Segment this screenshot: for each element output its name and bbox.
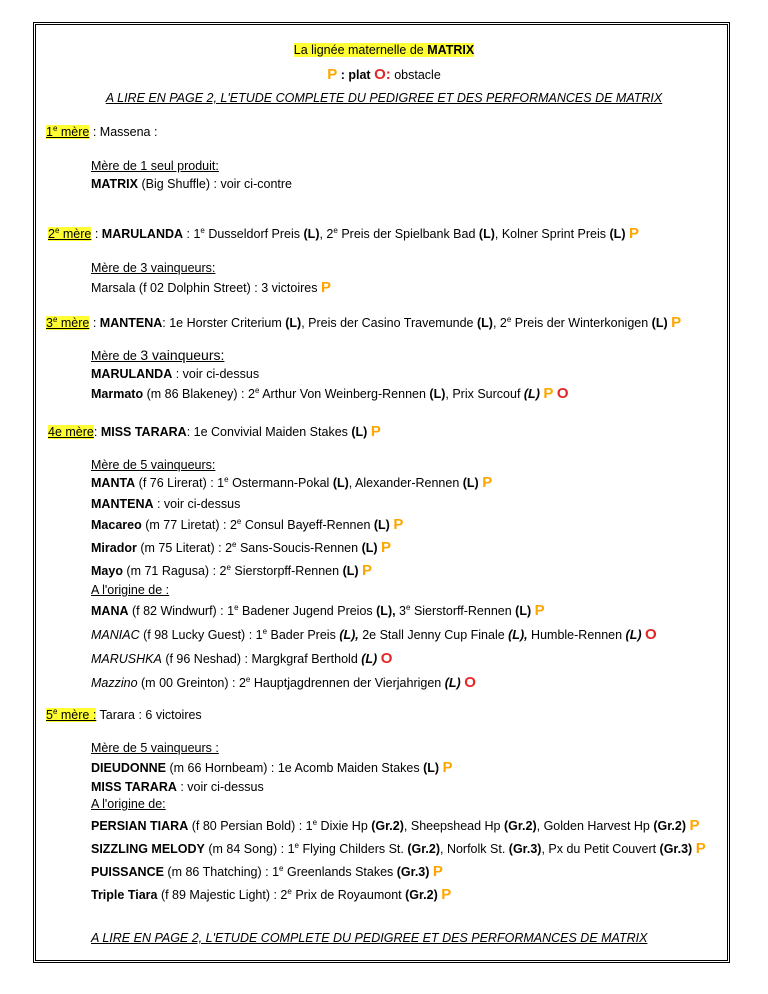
horse-name: Marmato <box>91 387 144 401</box>
listed-tag: (L) <box>651 316 668 330</box>
listed-tag: (L) <box>523 387 540 401</box>
group-tag: (Gr.2) <box>407 842 440 856</box>
listed-tag: (L), <box>508 628 528 642</box>
txt: , Alexander-Rennen <box>348 476 463 490</box>
obstacle-code: O <box>556 385 569 402</box>
plat-code: P <box>671 314 682 331</box>
horse-name: MARUSHKA <box>91 652 162 666</box>
dam-5-descendant-4 <box>91 887 451 903</box>
sup: e <box>226 562 231 572</box>
plat-code: P <box>442 759 453 776</box>
group-tag: (Gr.2) <box>653 819 687 833</box>
horse-name: MATRIX <box>91 177 138 191</box>
txt: : 1e Convivial Maiden Stakes <box>186 425 352 439</box>
title-highlight <box>294 43 474 57</box>
listed-tag: (L) <box>361 541 378 555</box>
txt: , Px du Petit Couvert <box>541 842 660 856</box>
txt: (f 96 Neshad) : Margkgraf Berthold <box>161 652 362 666</box>
page-title <box>0 42 768 58</box>
offspring-detail: : voir ci-dessus <box>153 497 241 511</box>
dam-4-offspring-2 <box>91 496 240 512</box>
sup: e <box>312 817 318 827</box>
dam-1-offspring-1 <box>91 176 292 192</box>
txt: (m 00 Greinton) : 2 <box>137 676 246 690</box>
group-tag: (Gr.2) <box>405 888 438 902</box>
group-tag: (Gr.3) <box>659 842 693 856</box>
txt: (f 76 Lirerat) : 1 <box>135 476 225 490</box>
dam-2-name: MARULANDA <box>101 227 184 241</box>
sup: e <box>506 314 512 324</box>
dam-4-descendant-4 <box>91 675 476 691</box>
listed-tag: (L) <box>515 604 532 618</box>
dam-4-offspring-1 <box>91 475 492 491</box>
dam-4-offspring-4 <box>91 540 391 556</box>
dam-3-label-text: mère <box>57 316 90 330</box>
horse-name: Macareo <box>91 518 142 532</box>
group-tag: (Gr.2) <box>371 819 404 833</box>
horse-name: Mayo <box>91 564 123 578</box>
horse-name: MARULANDA <box>91 367 173 381</box>
dam-2-label-text: mère <box>59 227 92 241</box>
group-tag: (Gr.3) <box>396 865 430 879</box>
dam-4-descendant-2 <box>91 627 657 643</box>
txt: Badener Jugend Preios <box>238 604 377 618</box>
dam-4-subheading: Mère de 5 vainqueurs: <box>91 458 216 472</box>
dam-5-origin-heading: A l'origine de: <box>91 797 166 811</box>
dam-3-heading <box>46 315 681 331</box>
txt: (f 98 Lucky Guest) : 1 <box>139 628 263 642</box>
txt: Sierstorff-Rennen <box>410 604 516 618</box>
sup: e <box>279 863 284 873</box>
txt: (m 86 Blakeney) : 2 <box>143 387 255 401</box>
txt: (m 75 Literat) : 2 <box>136 541 233 555</box>
dam-2-offspring-1 <box>91 280 331 296</box>
sup: e <box>200 225 205 235</box>
listed-tag: (L) <box>342 564 359 578</box>
footer-notice: A LIRE EN PAGE 2, L'ETUDE COMPLETE DU PEDIGREE ET DES PERFORMANCES DE MATRIX <box>91 931 648 945</box>
txt: 2e Stall Jenny Cup Finale <box>358 628 509 642</box>
legend-plat-code: P <box>327 66 338 83</box>
plat-code: P <box>432 863 443 880</box>
header-notice: A LIRE EN PAGE 2, L'ETUDE COMPLETE DU PEDIGREE ET DES PERFORMANCES DE MATRIX <box>105 91 663 105</box>
plat-code: P <box>370 423 381 440</box>
txt: Hauptjagdrennen der Vierjahrigen <box>250 676 445 690</box>
dam-3-offspring-1 <box>91 366 259 382</box>
txt: Arthur Von Weinberg-Rennen <box>259 387 430 401</box>
listed-tag: (L) <box>423 761 440 775</box>
dam-4-label: 4e mère <box>48 425 94 439</box>
dam-1-label-text: mère <box>57 125 90 139</box>
dam-2-heading <box>48 226 639 242</box>
dam-1-heading <box>46 124 157 140</box>
sup: e <box>245 674 251 684</box>
plat-code: P <box>441 886 452 903</box>
txt: , Kolner Sprint Preis <box>494 227 610 241</box>
horse-name: Mazzino <box>91 676 138 690</box>
txt: , 2 <box>319 227 334 241</box>
listed-tag: (L) <box>478 227 495 241</box>
dam-5-descendant-3 <box>91 864 443 880</box>
sup: e <box>234 602 239 612</box>
horse-name: MANTA <box>91 476 136 490</box>
dam-3-offspring-2 <box>91 386 569 402</box>
txt: , 2 <box>492 316 507 330</box>
dam-2-sup: e <box>54 225 60 235</box>
txt: Preis der Winterkonigen <box>511 316 652 330</box>
dam-4-descendant-1 <box>91 603 545 619</box>
plat-code: P <box>534 602 545 619</box>
sup: e <box>262 626 268 636</box>
dam-4-offspring-3 <box>91 517 403 533</box>
dam-3-name: MANTENA <box>99 316 163 330</box>
txt: Dusseldorf Preis <box>204 227 304 241</box>
txt: Sans-Soucis-Rennen <box>236 541 362 555</box>
plat-code: P <box>689 817 700 834</box>
dam-5-label <box>46 708 96 722</box>
obstacle-code: O <box>464 674 476 691</box>
sup: e <box>333 225 338 235</box>
sep: : <box>89 316 100 330</box>
legend-obstacle-code: O: <box>374 66 391 83</box>
txt: (m 86 Thatching) : 1 <box>163 865 280 879</box>
dam-5-descendant-1 <box>91 818 700 834</box>
txt: Flying Childers St. <box>298 842 408 856</box>
dam-5-subheading: Mère de 5 vainqueurs : <box>91 741 219 755</box>
listed-tag: (L) <box>609 227 626 241</box>
group-tag: (Gr.2) <box>503 819 537 833</box>
legend <box>0 67 768 83</box>
txt: : 1e Horster Criterium <box>162 316 286 330</box>
listed-tag: (L), <box>376 604 396 618</box>
txt: Greenlands Stakes <box>283 865 397 879</box>
plat-code: P <box>381 539 392 556</box>
dam-5-descendant-2 <box>91 841 706 857</box>
txt: Humble-Rennen <box>527 628 626 642</box>
legend-plat-text: : plat <box>337 68 375 82</box>
offspring-detail: : voir ci-dessus <box>172 367 260 381</box>
txt: (f 82 Windwurf) : 1 <box>128 604 235 618</box>
listed-tag: (L) <box>429 387 446 401</box>
horse-name: Triple Tiara <box>91 888 158 902</box>
dam-1-label <box>46 125 89 139</box>
horse-name: MANIAC <box>91 628 140 642</box>
dam-5-label-text: mère : <box>57 708 97 722</box>
txt: , Sheepshead Hp <box>403 819 504 833</box>
dam-4-heading <box>48 424 381 440</box>
txt: 3 <box>395 604 407 618</box>
txt: (f 80 Persian Bold) : 1 <box>188 819 313 833</box>
sup: e <box>224 474 229 484</box>
txt: , Golden Harvest Hp <box>536 819 654 833</box>
listed-tag: (L) <box>373 518 390 532</box>
dam-1-subheading: Mère de 1 seul produit: <box>91 159 219 173</box>
dam-5-offspring-2 <box>91 779 264 795</box>
listed-tag: (L) <box>351 425 368 439</box>
txt: (f 89 Majestic Light) : 2 <box>157 888 288 902</box>
txt: Sierstorpff-Rennen <box>230 564 343 578</box>
dam-3-subheading <box>91 347 224 364</box>
horse-name: SIZZLING MELODY <box>91 842 205 856</box>
txt: : 1 <box>183 227 201 241</box>
dam-3-label <box>46 316 89 330</box>
txt: Bader Preis <box>267 628 340 642</box>
dam-4-origin-heading: A l'origine de : <box>91 583 170 597</box>
plat-code: P <box>543 385 554 402</box>
group-tag: (Gr.3) <box>508 842 542 856</box>
dam-3-sup: e <box>52 314 58 324</box>
txt: (m 84 Song) : 1 <box>204 842 295 856</box>
txt: Preis der Spielbank Bad <box>337 227 479 241</box>
txt: (m 77 Liretat) : 2 <box>141 518 237 532</box>
dam-1-desc: : Massena : <box>89 125 158 139</box>
dam-1-num: 1 <box>46 125 53 139</box>
dam-2-num: 2 <box>48 227 55 241</box>
legend-obstacle-text: obstacle <box>390 68 441 82</box>
txt: Mère de <box>91 349 141 363</box>
txt: (m 66 Hornbeam) : 1e Acomb Maiden Stakes <box>166 761 424 775</box>
dam-4-descendant-3 <box>91 651 392 667</box>
sup: e <box>232 539 237 549</box>
plat-code: P <box>482 474 493 491</box>
dam-2-label <box>48 227 91 241</box>
txt: , Preis der Casino Travemunde <box>301 316 477 330</box>
sup: e <box>406 602 411 612</box>
obstacle-code: O <box>380 650 393 667</box>
dam-1-sup: e <box>52 123 58 133</box>
listed-tag: (L) <box>285 316 302 330</box>
listed-tag: (L), <box>339 628 359 642</box>
txt: , Norfolk St. <box>440 842 509 856</box>
title-horse-name: MATRIX <box>427 43 475 57</box>
sep: : <box>91 227 102 241</box>
txt: Ostermann-Pokal <box>228 476 333 490</box>
listed-tag: (L) <box>476 316 493 330</box>
listed-tag: (L) <box>625 628 642 642</box>
dam-3-num: 3 <box>46 316 53 330</box>
dam-5-heading <box>46 707 202 723</box>
dam-4-offspring-5 <box>91 563 372 579</box>
listed-tag: (L) <box>361 652 378 666</box>
dam-5-desc: Tarara : 6 victoires <box>96 708 202 722</box>
dam-4-name: MISS TARARA <box>100 425 187 439</box>
plat-code: P <box>628 225 639 242</box>
txt: (m 71 Ragusa) : 2 <box>122 564 227 578</box>
listed-tag: (L) <box>444 676 461 690</box>
horse-name: PUISSANCE <box>91 865 164 879</box>
sep: : <box>93 425 101 439</box>
horse-name: Mirador <box>91 541 137 555</box>
listed-tag: (L) <box>462 476 479 490</box>
txt: , Prix Surcouf <box>445 387 524 401</box>
title-prefix: La lignée maternelle de <box>293 43 428 57</box>
txt: Prix de Royaumont <box>291 888 406 902</box>
offspring-detail: Marsala (f 02 Dolphin Street) : 3 victoires <box>91 281 318 295</box>
offspring-detail: : voir ci-dessus <box>176 780 264 794</box>
listed-tag: (L) <box>332 476 349 490</box>
listed-tag: (L) <box>303 227 320 241</box>
obstacle-code: O <box>645 626 657 643</box>
txt: Consul Bayeff-Rennen <box>241 518 374 532</box>
offspring-detail: (Big Shuffle) : voir ci-contre <box>138 177 292 191</box>
plat-code: P <box>362 562 373 579</box>
sup: e <box>254 385 260 395</box>
sup: e <box>236 516 242 526</box>
sup: e <box>287 886 292 896</box>
plat-code: P <box>393 516 404 533</box>
dam-2-subheading: Mère de 3 vainqueurs: <box>91 261 216 275</box>
txt: Dixie Hp <box>317 819 372 833</box>
horse-name: MANTENA <box>91 497 154 511</box>
horse-name: PERSIAN TIARA <box>91 819 189 833</box>
horse-name: MANA <box>91 604 129 618</box>
dam-5-num: 5 <box>46 708 53 722</box>
horse-name: DIEUDONNE <box>91 761 167 775</box>
txt: 3 vainqueurs: <box>140 347 225 363</box>
dam-5-sup: e <box>52 706 58 716</box>
horse-name: MISS TARARA <box>91 780 177 794</box>
plat-code: P <box>695 840 706 857</box>
dam-5-offspring-1 <box>91 760 453 776</box>
plat-code: P <box>320 279 331 296</box>
sup: e <box>294 840 299 850</box>
